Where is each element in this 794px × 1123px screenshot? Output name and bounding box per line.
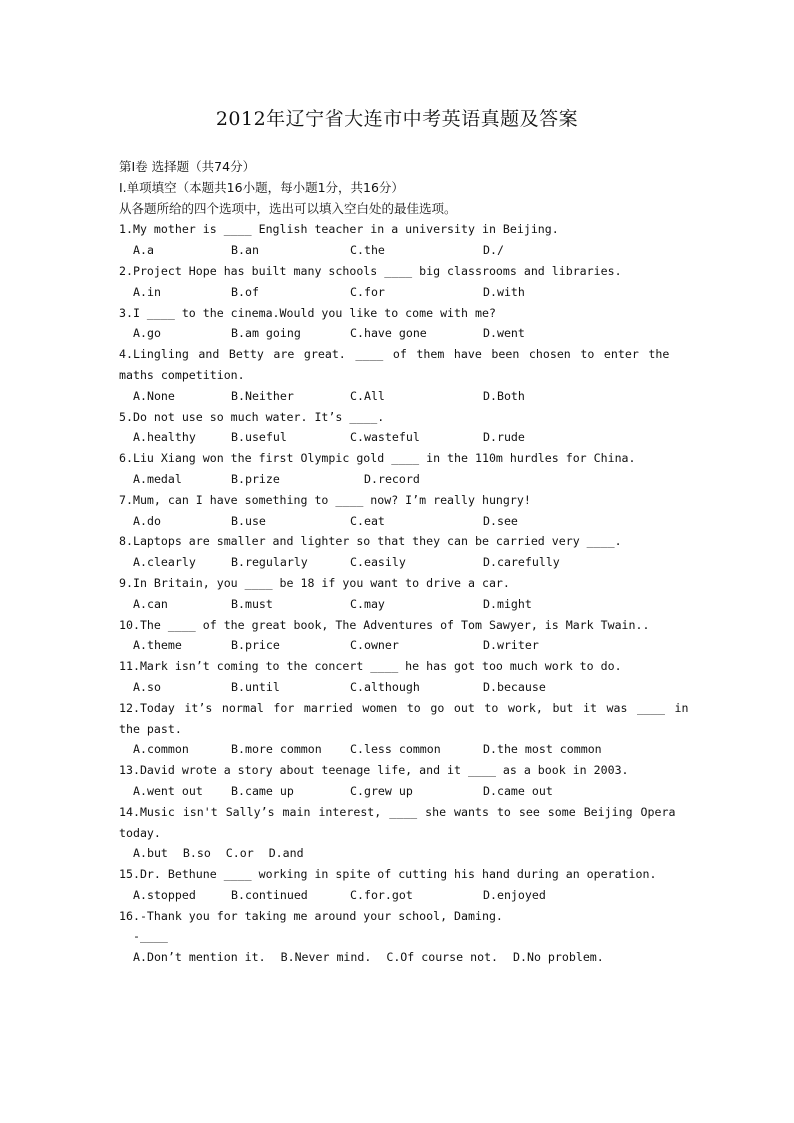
- question-2-stem: 2.Project Hope has built many schools ____ big classrooms and libraries.: [119, 263, 622, 278]
- option-b: B.an: [231, 243, 259, 258]
- question-12-stem-cont: the past.: [119, 721, 182, 736]
- question-4-stem-cont: maths competition.: [119, 367, 245, 382]
- option-d: D.Both: [483, 388, 525, 403]
- question-2-options: [119, 282, 679, 303]
- option-d: D./: [483, 243, 504, 258]
- question-15-options: [119, 885, 679, 906]
- option-b: B.must: [231, 596, 273, 611]
- option-c: C.wasteful: [350, 430, 420, 445]
- question-16-options: [119, 947, 679, 968]
- option-b: B.Never mind.: [280, 950, 372, 965]
- option-b: B.use: [231, 513, 266, 528]
- option-c: C.grew up: [350, 783, 413, 798]
- question-10-options: [119, 635, 679, 656]
- option-d: D.came out: [483, 783, 553, 798]
- option-c: C.All: [350, 388, 385, 403]
- question-6-stem: 6.Liu Xiang won the first Olympic gold ____ in the 110m hurdles for China.: [119, 451, 636, 466]
- option-b: B.Neither: [231, 388, 294, 403]
- question-7-options: [119, 511, 679, 532]
- option-c: C.although: [350, 679, 420, 694]
- part-heading: Ⅰ.单项填空（本题共16小题，每小题1分，共16分）: [119, 179, 404, 195]
- question-9-stem: 9.In Britain, you ____ be 18 if you want to drive a car.: [119, 575, 510, 590]
- option-d: D.and: [268, 846, 304, 861]
- option-b: B.continued: [231, 887, 308, 902]
- option-c: C.the: [350, 243, 385, 258]
- option-c: C.or: [225, 846, 254, 861]
- option-b: B.came up: [231, 783, 294, 798]
- option-a: A.stopped: [133, 887, 196, 902]
- exam-body: [119, 157, 689, 968]
- option-d: D.enjoyed: [483, 887, 546, 902]
- option-b: B.more common: [231, 742, 322, 757]
- option-d: D.carefully: [483, 555, 560, 570]
- question-14-stem-cont: today.: [119, 825, 161, 840]
- option-b: B.am going: [231, 326, 301, 341]
- option-a: A.in: [133, 284, 161, 299]
- option-b: B.of: [231, 284, 259, 299]
- option-c: C.eat: [350, 513, 385, 528]
- question-15-stem: 15.Dr. Bethune ____ working in spite of cutting his hand during an operation.: [119, 867, 657, 882]
- option-a: A.a: [133, 243, 154, 258]
- option-d: D.because: [483, 679, 546, 694]
- question-6-options: [119, 469, 679, 490]
- option-c: C.owner: [350, 638, 399, 653]
- question-7-stem: 7.Mum, can I have something to ____ now? I’m really hungry!: [119, 492, 531, 507]
- option-c: C.may: [350, 596, 385, 611]
- question-5-stem: 5.Do not use so much water. It’s ____.: [119, 409, 385, 424]
- question-14-options: [119, 843, 679, 864]
- option-a: A.common: [133, 742, 189, 757]
- option-c: C.less common: [350, 742, 441, 757]
- option-a: A.None: [133, 388, 175, 403]
- question-16-reply: -____: [133, 929, 168, 944]
- option-b: B.regularly: [231, 555, 308, 570]
- option-d: D.the most common: [483, 742, 602, 757]
- option-c: C.have gone: [350, 326, 427, 341]
- option-d: D.might: [483, 596, 532, 611]
- question-9-options: [119, 594, 679, 615]
- option-c: C.Of course not.: [386, 950, 499, 965]
- question-11-stem: 11.Mark isn’t coming to the concert ____ he has got too much work to do.: [119, 659, 622, 674]
- option-d: D.No problem.: [513, 950, 604, 965]
- question-12-options: [119, 739, 679, 760]
- question-8-options: [119, 552, 679, 573]
- question-3-options: [119, 323, 679, 344]
- option-a: A.went out: [133, 783, 203, 798]
- option-c: C.for.got: [350, 887, 413, 902]
- option-b: B.until: [231, 679, 280, 694]
- page-title: 2012年辽宁省大连市中考英语真题及答案: [215, 108, 579, 130]
- option-a: A.do: [133, 513, 161, 528]
- option-d: D.with: [483, 284, 525, 299]
- question-11-options: [119, 677, 679, 698]
- question-13-stem: 13.David wrote a story about teenage life, and it ____ as a book in 2003.: [119, 763, 629, 778]
- option-a: A.clearly: [133, 555, 196, 570]
- option-b: B.so: [182, 846, 211, 861]
- option-a: A.theme: [133, 638, 182, 653]
- option-b: B.price: [231, 638, 280, 653]
- question-16-stem: 16.-Thank you for taking me around your school, Daming.: [119, 908, 503, 923]
- section-heading: 第Ⅰ卷 选择题（共74分）: [119, 159, 256, 174]
- option-a: A.medal: [133, 471, 182, 486]
- instruction-text: 从各题所给的四个选项中，选出可以填入空白处的最佳选项。: [119, 200, 457, 216]
- question-3-stem: 3.I ____ to the cinema.Would you like to come with me?: [119, 305, 496, 320]
- option-a: A.go: [133, 326, 161, 341]
- option-a: A.so: [133, 679, 161, 694]
- option-b: B.useful: [231, 430, 287, 445]
- option-a: A.Don’t mention it.: [133, 950, 266, 965]
- option-d: D.see: [483, 513, 518, 528]
- option-a: A.but: [133, 846, 168, 861]
- question-1-options: [119, 240, 679, 261]
- question-12-stem: 12.Today it’s normal for married women to go out to work, but it was ____ in: [119, 700, 689, 715]
- question-13-options: [119, 781, 679, 802]
- question-14-stem: 14.Music isn't Sally’s main interest, ____ she wants to see some Beijing Opera: [119, 804, 676, 819]
- option-b: B.prize: [231, 471, 280, 486]
- option-a: A.can: [133, 596, 168, 611]
- question-1-stem: 1.My mother is ____ English teacher in a university in Beijing.: [119, 222, 559, 237]
- question-8-stem: 8.Laptops are smaller and lighter so that they can be carried very ____.: [119, 534, 622, 549]
- question-4-options: [119, 386, 679, 407]
- option-a: A.healthy: [133, 430, 196, 445]
- option-d: D.record: [364, 471, 420, 486]
- option-c: C.easily: [350, 555, 406, 570]
- question-5-options: [119, 427, 679, 448]
- option-d: D.rude: [483, 430, 525, 445]
- option-c: C.for: [350, 284, 385, 299]
- option-d: D.writer: [483, 638, 539, 653]
- question-10-stem: 10.The ____ of the great book, The Adventures of Tom Sawyer, is Mark Twain..: [119, 617, 650, 632]
- question-4-stem: 4.Lingling and Betty are great. ____ of them have been chosen to enter the: [119, 347, 670, 362]
- option-d: D.went: [483, 326, 525, 341]
